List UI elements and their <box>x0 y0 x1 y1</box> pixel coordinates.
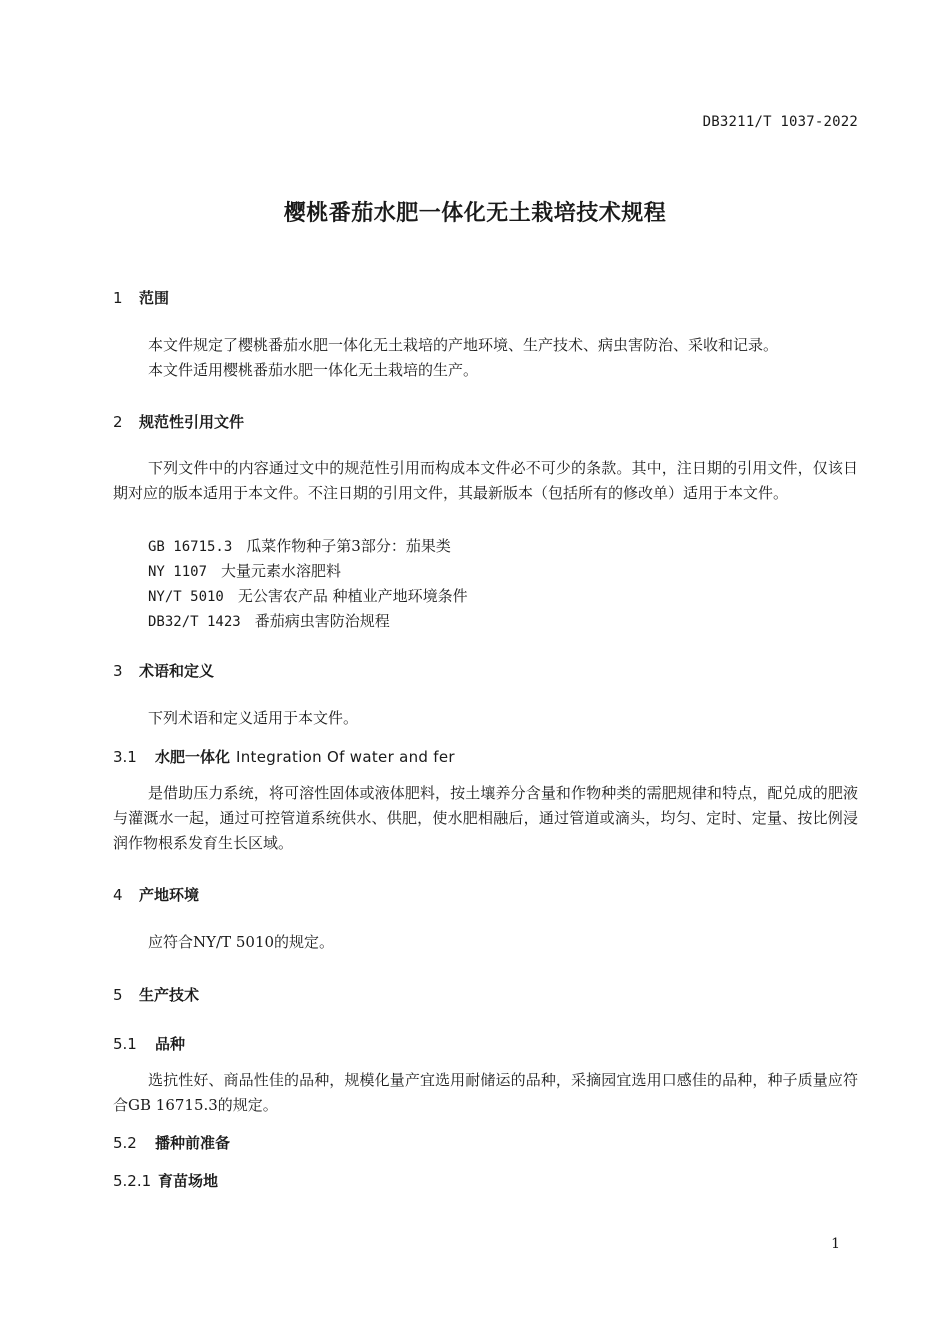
section-number: 5.2.1 <box>113 1172 152 1190</box>
term-title-english: Integration Of water and fer <box>236 748 455 766</box>
section-5-1-heading <box>113 1033 185 1054</box>
section-title: 范围 <box>139 289 170 307</box>
section-number: 5.2 <box>113 1134 137 1152</box>
section-number: 5.1 <box>113 1035 137 1053</box>
reference-code: NY 1107 <box>148 564 208 580</box>
reference-name: 番茄病虫害防治规程 <box>254 612 390 630</box>
reference-name: 瓜菜作物种子第3部分：茄果类 <box>246 537 451 555</box>
term-title: 水肥一体化 <box>155 748 231 766</box>
section-number: 4 <box>113 886 123 904</box>
reference-code: GB 16715.3 <box>148 539 233 555</box>
document-title: 樱桃番茄水肥一体化无土栽培技术规程 <box>283 201 667 226</box>
section-1-paragraph-2: 本文件适用樱桃番茄水肥一体化无土栽培的生产。 <box>148 361 479 379</box>
normative-reference <box>148 560 341 581</box>
section-3-1-heading <box>113 746 455 767</box>
section-title: 规范性引用文件 <box>139 413 245 431</box>
section-3-paragraph-1: 下列术语和定义适用于本文件。 <box>148 709 359 727</box>
section-4-heading <box>113 884 199 905</box>
page-number: 1 <box>831 1236 840 1252</box>
section-title: 产地环境 <box>139 886 200 904</box>
section-5-2-1-heading <box>113 1170 218 1191</box>
section-title: 育苗场地 <box>158 1172 219 1190</box>
reference-code: NY/T 5010 <box>148 589 224 605</box>
section-1-heading <box>113 287 169 308</box>
section-number: 1 <box>113 289 123 307</box>
section-title: 生产技术 <box>139 986 200 1004</box>
reference-code: DB32/T 1423 <box>148 614 241 630</box>
section-title: 品种 <box>155 1035 186 1053</box>
reference-name: 大量元素水溶肥料 <box>221 562 342 580</box>
section-number: 3 <box>113 662 123 680</box>
section-1-paragraph-1: 本文件规定了樱桃番茄水肥一体化无土栽培的产地环境、生产技术、病虫害防治、采收和记录。 <box>148 336 779 354</box>
section-number: 5 <box>113 986 123 1004</box>
normative-reference <box>148 610 390 631</box>
section-2-paragraph-1: 下列文件中的内容通过文中的规范性引用而构成本文件必不可少的条款。其中，注日期的引用文件，仅该日期对应的版本适用于本文件。不注日期的引用文件，其最新版本（包括所有的修改单）适用于本文件。 <box>113 459 858 502</box>
section-title: 术语和定义 <box>139 662 215 680</box>
section-5-heading <box>113 984 199 1005</box>
section-4-paragraph-1: 应符合NY/T 5010的规定。 <box>148 933 335 951</box>
normative-reference <box>148 535 451 556</box>
section-title: 播种前准备 <box>155 1134 231 1152</box>
section-3-heading <box>113 660 214 681</box>
section-2-heading <box>113 411 244 432</box>
reference-name: 无公害农产品 种植业产地环境条件 <box>237 587 468 605</box>
section-number: 2 <box>113 413 123 431</box>
section-5-1-paragraph: 选抗性好、商品性佳的品种，规模化量产宜选用耐储运的品种，采摘园宜选用口感佳的品种，种子质量应符合GB 16715.3的规定。 <box>113 1071 858 1114</box>
standard-number: DB3211/T 1037-2022 <box>702 114 858 130</box>
term-definition: 是借助压力系统，将可溶性固体或液体肥料，按土壤养分含量和作物种类的需肥规律和特点，配兑成的肥液与灌溉水一起，通过可控管道系统供水、供肥，使水肥相融后，通过管道或滴头，均匀、定时、定量、按比例浸润作物根系发育生长区域。 <box>113 784 858 852</box>
normative-reference <box>148 585 468 606</box>
section-number: 3.1 <box>113 748 137 766</box>
section-5-2-heading <box>113 1132 230 1153</box>
